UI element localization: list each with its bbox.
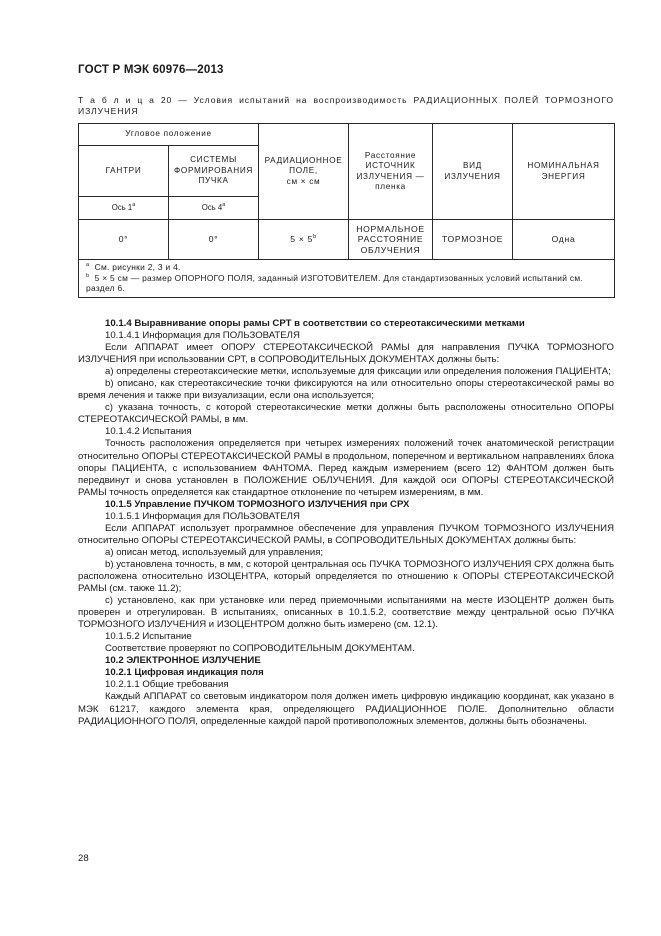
- header-axis-1: Ось 1$^a$: [79, 197, 169, 220]
- header-angular-position: Угловое положение: [79, 124, 259, 146]
- paragraph: Если АППАРАТ имеет ОПОРУ СТЕРЕОТАКСИЧЕСКОЙ РАМЫ для направления ПУЧКА ТОРМОЗНОГО ИЗЛУЧЕНИЯ при использовании СРТ, в СОПРОВОДИТЕЛЬНЫХ ДОКУМЕНТАХ должны быть:: [78, 342, 614, 366]
- header-energy: НОМИНАЛЬНАЯ ЭНЕРГИЯ: [513, 124, 615, 220]
- table-20: [78, 123, 615, 298]
- document-header: ГОСТ Р МЭК 60976—2013: [78, 64, 224, 76]
- subsection-heading: 10.1.4.1 Информация для ПОЛЬЗОВАТЕЛЯ: [105, 330, 300, 342]
- list-item: b) описано, как стереотаксические точки фиксируются на или относительно опоры стереотаксической рамы во время лечения и также при визуализации, если она используется;: [78, 378, 614, 402]
- header-field: [259, 124, 349, 220]
- page-number: 28: [78, 853, 89, 864]
- table-footnotes: [79, 260, 615, 298]
- header-distance: Расстояние ИСТОЧНИК ИЗЛУЧЕНИЯ — пленка: [349, 124, 433, 220]
- header-field-label: РАДИАЦИОННОЕ ПОЛЕ,: [264, 155, 343, 176]
- cell-distance: НОРМАЛЬНОЕ РАССТОЯНИЕ ОБЛУЧЕНИЯ: [349, 220, 433, 260]
- list-item: c) установлено, как при установке или перед приемочными испытаниями на месте ИЗОЦЕНТР должен быть проверен и отрегулирован. В испытаниях, описанных в 10.1.5.2, соответствие между центральной осью ПУЧКА ТОРМОЗНОГО ИЗЛУЧЕНИЯ и ИЗОЦЕНТРОМ должно быть измерено (см. 12.1).: [78, 595, 614, 631]
- subsection-heading: 10.1.5.2 Испытание: [105, 631, 192, 643]
- section-heading: 10.2.1 Цифровая индикация поля: [105, 667, 264, 679]
- footnote-b: $^b$ 5 × 5 см — размер ОПОРНОГО ПОЛЯ, заданный ИЗГОТОВИТЕЛЕМ. Для стандартизованных условий испытаний см. раздел 6.: [86, 272, 584, 294]
- cell-energy: Одна: [513, 220, 615, 260]
- cell-beam: 0°: [169, 220, 259, 260]
- header-axis-4: Ось 4$^a$: [169, 197, 259, 220]
- cell-field: $5 \times 5^b$: [259, 220, 349, 260]
- list-item: c) указана точность, с которой стереотаксические метки должны быть расположены относительно ОПОРЫ СТЕРЕОТАКСИЧЕСКОЙ РАМЫ, в мм.: [78, 402, 614, 426]
- subsection-heading: 10.2.1.1 Общие требования: [105, 679, 229, 691]
- body-text: [78, 318, 614, 728]
- paragraph: Точность расположения определяется при четырех измерениях положений точек анатомической регистрации относительно ОПОРЫ СТЕРЕОТАКСИЧЕСКОЙ РАМЫ в продольном, поперечном и вертикальном направлениях блока опоры ПАЦИЕНТА, с использованием ФАНТОМА. Перед каждым измерением (всего 12) ФАНТОМ должен быть передвинут и снова установлен в ПОЛОЖЕНИЕ ОБЛУЧЕНИЯ. Для каждой оси ОПОРЫ СТЕРЕОТАКСИЧЕСКОЙ РАМЫ точность определяется как стандартное отклонение по четырем измерениям, в мм.: [78, 438, 614, 498]
- list-item: a) определены стереотаксические метки, используемые для фиксации или определения положения ПАЦИЕНТА;: [105, 366, 611, 378]
- table-caption: Т а б л и ц а 20 — Условия испытаний на воспроизводимость РАДИАЦИОННЫХ ПОЛЕЙ ТОРМОЗНОГО ИЗЛУЧЕНИЯ: [78, 95, 614, 116]
- list-item: a) описан метод, используемый для управления;: [105, 546, 324, 558]
- header-field-unit: см × см: [286, 176, 321, 186]
- section-heading: 10.2 ЭЛЕКТРОННОЕ ИЗЛУЧЕНИЕ: [105, 655, 261, 667]
- cell-gantry: 0°: [79, 220, 169, 260]
- header-beam-system: СИСТЕМЫ ФОРМИРОВАНИЯ ПУЧКА: [169, 146, 259, 197]
- header-radiation-type: ВИД ИЗЛУЧЕНИЯ: [433, 124, 513, 220]
- paragraph: Соответствие проверяют по СОПРОВОДИТЕЛЬНЫМ ДОКУМЕНТАМ.: [105, 643, 415, 655]
- header-gantry: ГАНТРИ: [79, 146, 169, 197]
- section-heading: 10.1.4 Выравнивание опоры рамы СРТ в соответствии со стереотаксическими метками: [105, 318, 525, 329]
- paragraph: Если АППАРАТ использует программное обеспечение для управления ПУЧКОМ ТОРМОЗНОГО ИЗЛУЧЕНИЯ относительно ОПОРЫ СТЕРЕОТАКСИЧЕСКОЙ РАМЫ, в СОПРОВОДИТЕЛЬНЫХ ДОКУМЕНТАХ должны быть:: [78, 522, 614, 546]
- section-heading: 10.1.5 Управление ПУЧКОМ ТОРМОЗНОГО ИЗЛУЧЕНИЯ при СРХ: [105, 498, 410, 510]
- subsection-heading: 10.1.4.2 Испытания: [105, 426, 192, 438]
- cell-type: ТОРМОЗНОЕ: [433, 220, 513, 260]
- list-item: b) установлена точность, в мм, с которой центральная ось ПУЧКА ТОРМОЗНОГО ИЗЛУЧЕНИЯ СРХ должна быть расположена относительно ИЗОЦЕНТРА, который определяется по отношению к ОПОРЫ СТЕРЕОТАКСИЧЕСКОЙ РАМЫ (см. также 11.2);: [78, 558, 614, 595]
- subsection-heading: 10.1.5.1 Информация для ПОЛЬЗОВАТЕЛЯ: [105, 510, 300, 522]
- paragraph: Каждый АППАРАТ со световым индикатором поля должен иметь цифровую индикацию координат, как указано в МЭК 61217, каждого элемента края, определяющего РАДИАЦИОННОЕ ПОЛЕ. Дополнительно области РАДИАЦИОННОГО ПОЛЯ, определенные каждой парой противоположных элементов, должны быть обозначены.: [78, 691, 614, 727]
- footnote-a: $^a$ См. рисунки 2, 3 и 4.: [86, 262, 181, 273]
